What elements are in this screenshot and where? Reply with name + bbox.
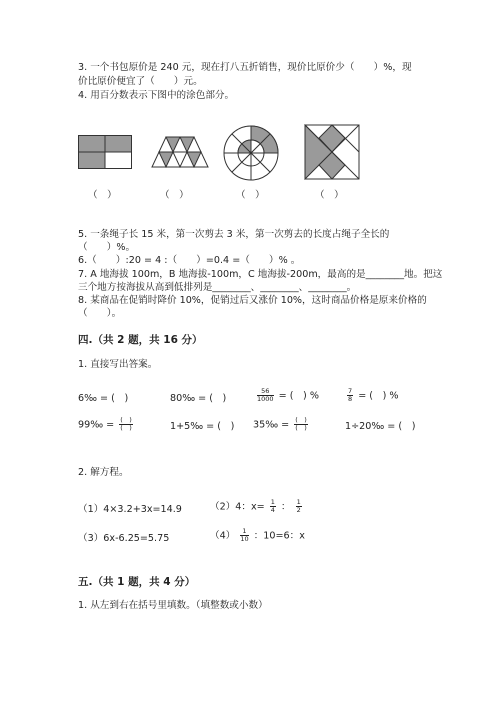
q7-line1: 7. A 地海拔 100m，B 地海拔-100m，C 地海拔-200m，最高的是________地。把这 xyxy=(78,269,443,280)
shaded-circle-figure xyxy=(222,124,280,182)
figure2-answer-paren[interactable]: （ ） xyxy=(160,190,189,201)
section4-heading: 四.（共 2 题，共 16 分） xyxy=(78,334,203,346)
q5-line2: （ ）%。 xyxy=(78,242,136,253)
shaded-trapezoid-figure xyxy=(151,135,209,169)
calc-r2-d: 1÷20‰ = ( ) xyxy=(345,421,416,432)
calc-r1-c: $\frac{56}{1000}$ = ( ) % xyxy=(257,387,319,403)
equation-4: （4） $\frac{1}{10}$ ：10=6：x xyxy=(210,527,305,543)
q3-line1: 3. 一个书包原价是 240 元，现在打八五折销售，现价比原价少（ ）%，现 xyxy=(78,62,412,73)
calc-r1-b: 80‰ = ( ) xyxy=(170,393,227,404)
q4-text: 4. 用百分数表示下图中的涂色部分。 xyxy=(78,90,235,101)
q8-line2: （ ）。 xyxy=(78,308,122,319)
equation-3: （3）6x-6.25=5.75 xyxy=(78,533,170,544)
figure3-answer-paren[interactable]: （ ） xyxy=(236,190,265,201)
q5-line1: 5. 一条绳子长 15 米，第一次剪去 3 米，第一次剪去的长度占绳子全长的 xyxy=(78,229,390,240)
q7-line2: 三个地方按海拔从高到低排列是________、________、________。 xyxy=(78,282,357,293)
equation-2: （2）4：x= $\frac{1}{4}$ ： $\frac{1}{2}$ xyxy=(210,498,301,514)
q3-line2: 价比原价便宜了（ ）元。 xyxy=(78,76,203,87)
q6-text: 6.（ ）:20 = 4 :（ ）=0.4 =（ ）% 。 xyxy=(78,255,301,266)
section5-heading: 五.（共 1 题，共 4 分） xyxy=(78,576,196,588)
shaded-rectangle-figure xyxy=(78,135,132,169)
calc-r2-b: 1+5‰ = ( ) xyxy=(170,421,235,432)
section5-q1-text: 1. 从左到右在括号里填数。（填整数或小数） xyxy=(78,600,268,611)
section4-q2-text: 2. 解方程。 xyxy=(78,467,129,478)
figure4-answer-paren[interactable]: （ ） xyxy=(315,190,344,201)
figure1-answer-paren[interactable]: （ ） xyxy=(88,190,117,201)
q8-line1: 8. 某商品在促销时降价 10%，促销过后又涨价 10%，这时商品价格是原来价格的 xyxy=(78,295,427,306)
calc-r2-c: 35‰ = $\frac{( )}{( )}$ xyxy=(253,416,307,432)
section4-q1-text: 1. 直接写出答案。 xyxy=(78,359,158,370)
shaded-tangram-figure xyxy=(304,124,360,180)
calc-r1-d: $\frac{7}{8}$ = ( ) % xyxy=(348,387,399,403)
calc-r2-a: 99‰ = $\frac{( )}{( )}$ xyxy=(78,416,132,432)
equation-1: （1）4×3.2+3x=14.9 xyxy=(78,504,182,515)
calc-r1-a: 6‰ = ( ) xyxy=(78,393,129,404)
